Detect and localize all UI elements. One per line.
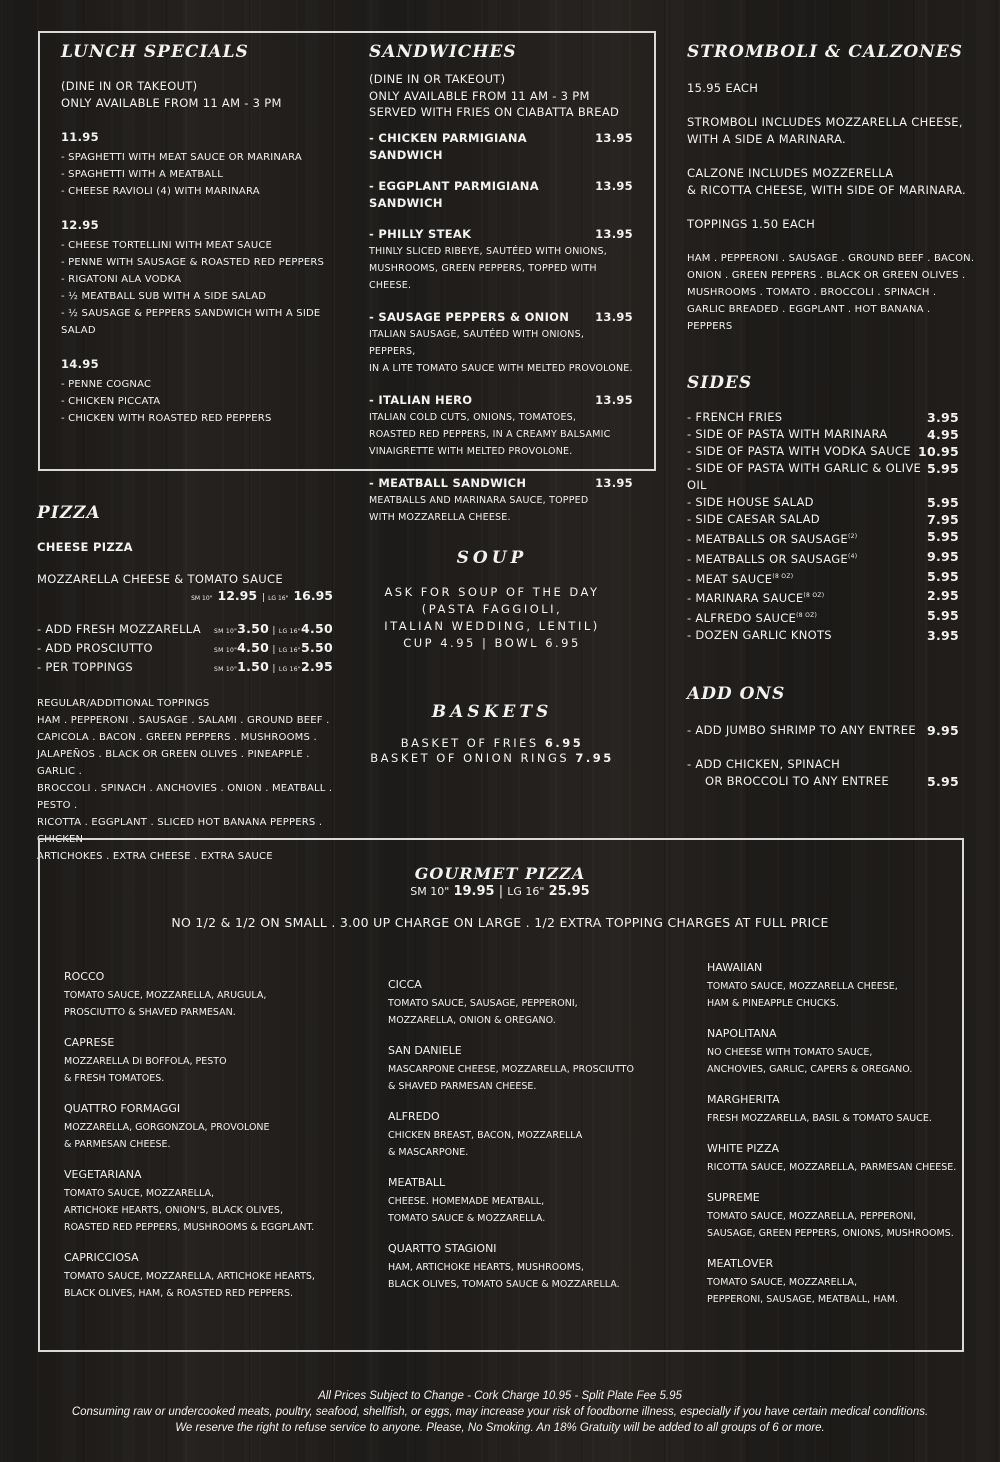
- gourmet-pizza-name: WHITE PIZZA: [707, 1142, 780, 1155]
- gourmet-pizza-item: [707, 1142, 957, 1176]
- sandwich-name: - SAUSAGE PEPPERS & ONION: [369, 309, 570, 324]
- basket-fries-price: 6.95: [544, 736, 584, 750]
- pizza-addon-sm-price: 3.50: [237, 621, 270, 636]
- addons-title: ADD ONS: [687, 684, 786, 704]
- lunch-item: - CHICKEN PICCATA: [61, 396, 161, 407]
- gourmet-pizza-desc: TOMATO SAUCE, MOZZARELLA,: [707, 1277, 857, 1288]
- pizza-addon: [37, 621, 333, 640]
- sandwich-row: [369, 130, 633, 164]
- pizza-topping-line: RICOTTA . EGGPLANT . SLICED HOT BANANA PEPPERS . CHICKEN: [37, 817, 323, 845]
- sides-title: SIDES: [687, 373, 753, 393]
- size-lg-label: LG 16": [278, 628, 301, 635]
- calzone-line: CALZONE INCLUDES MOZZERELLA: [687, 166, 894, 180]
- pizza-toppings-title: REGULAR/ADDITIONAL TOPPINGS: [37, 698, 210, 709]
- pizza-topping-line: JALAPEÑOS . BLACK OR GREEN OLIVES . PINEAPPLE . GARLIC .: [37, 749, 310, 777]
- basket-fries: [360, 736, 624, 751]
- pizza-addon-name: - PER TOPPINGS: [37, 660, 134, 674]
- sandwich-item: [369, 309, 633, 377]
- stromboli-price-each: 15.95 EACH: [687, 81, 759, 95]
- sandwich-price: 13.95: [595, 226, 633, 241]
- gourmet-pizza-name: MARGHERITA: [707, 1093, 780, 1106]
- cheese-pizza-desc: MOZZARELLA CHEESE & TOMATO SAUCE: [37, 572, 283, 586]
- pizza-section: [37, 503, 333, 865]
- side-item: [687, 443, 959, 460]
- pizza-addons: [37, 621, 333, 678]
- side-name: - SIDE CAESAR SALAD: [687, 512, 820, 526]
- gourmet-sm-label: SM 10": [410, 885, 450, 898]
- pizza-addon-prices: [214, 659, 333, 678]
- gourmet-pizza-desc: NO CHEESE WITH TOMATO SAUCE,: [707, 1047, 873, 1058]
- gourmet-pizza-desc: TOMATO SAUCE & MOZZARELLA.: [388, 1213, 546, 1224]
- sandwich-row: [369, 178, 633, 212]
- gourmet-pizza-desc: & PARMESAN CHEESE.: [64, 1139, 171, 1150]
- gourmet-pizza-desc: PROSCIUTTO & SHAVED PARMESAN.: [64, 1007, 236, 1018]
- sandwich-item: [369, 392, 633, 460]
- gourmet-pizza-desc: FRESH MOZZARELLA, BASIL & TOMATO SAUCE.: [707, 1113, 932, 1124]
- pizza-topping-line: BROCCOLI . SPINACH . ANCHOVIES . ONION . MEATBALL . PESTO .: [37, 783, 333, 811]
- sandwich-desc: MUSHROOMS, GREEN PEPPERS, TOPPED WITH CHEESE.: [369, 262, 597, 291]
- stromboli-topping-line: GARLIC BREADED . EGGPLANT . HOT BANANA . PEPPERS: [687, 304, 931, 332]
- stromboli-topping-line: HAM . PEPPERONI . SAUSAGE . GROUND BEEF . BACON.: [687, 253, 975, 264]
- gourmet-pizza-desc: TOMATO SAUCE, MOZZARELLA, ARTICHOKE HEARTS,: [64, 1271, 315, 1282]
- side-item: [687, 409, 959, 426]
- side-name: - MARINARA SAUCE: [687, 591, 804, 606]
- lunch-group-price: 14.95: [61, 357, 99, 371]
- addons-section: [687, 684, 959, 790]
- sandwich-desc: IN A LITE TOMATO SAUCE WITH MELTED PROVOLONE.: [369, 362, 633, 374]
- gourmet-pizza-item: [64, 1102, 364, 1153]
- gourmet-pizza-name: ROCCO: [64, 970, 105, 983]
- footer-line-policy: We reserve the right to refuse service to anyone. Please, No Smoking. An 18% Gratuity will be added to all groups of 6 or more.: [175, 1422, 825, 1434]
- basket-fries-label: BASKET OF FRIES: [400, 736, 539, 750]
- side-name-wrap: [687, 528, 857, 548]
- sandwich-price: 13.95: [595, 392, 633, 407]
- side-price: 5.95: [926, 568, 959, 584]
- sandwiches-section: [369, 42, 633, 541]
- soup-line: (PASTA FAGGIOLI,: [421, 602, 563, 616]
- lunch-note-dine: (DINE IN OR TAKEOUT): [61, 79, 198, 93]
- sandwich-item: [369, 226, 633, 294]
- soup-title: SOUP: [456, 548, 528, 568]
- gourmet-pizza-item: [64, 970, 364, 1021]
- side-name: - ALFREDO SAUCE: [687, 611, 797, 626]
- side-name: - SIDE HOUSE SALAD: [687, 495, 814, 509]
- cheese-pizza-prices: SM 10" 12.95 | LG 16" 16.95: [191, 588, 333, 603]
- gourmet-pizza-item: [388, 1044, 688, 1095]
- sandwich-row: [369, 226, 633, 243]
- gourmet-pizza-name: SUPREME: [707, 1191, 760, 1204]
- side-item: [687, 607, 959, 627]
- addon-shrimp: - ADD JUMBO SHRIMP TO ANY ENTREE: [687, 723, 916, 737]
- lunch-note-hours: ONLY AVAILABLE FROM 11 AM - 3 PM: [61, 96, 282, 110]
- side-item: [687, 528, 959, 548]
- gourmet-pizza-name: QUARTTO STAGIONI: [388, 1242, 497, 1255]
- side-item: [687, 426, 959, 443]
- side-name-wrap: [687, 426, 887, 443]
- side-price: 2.95: [926, 588, 959, 604]
- calzone-line: & RICOTTA CHEESE, WITH SIDE OF MARINARA.: [687, 183, 967, 197]
- gourmet-pizza-name: CAPRESE: [64, 1036, 115, 1049]
- sandwich-desc: VINAIGRETTE WITH MELTED PROVOLONE.: [369, 445, 573, 457]
- side-name-wrap: [687, 494, 814, 511]
- baskets-section: [360, 702, 624, 766]
- gourmet-column-1: [64, 970, 364, 1317]
- lunch-specials-section: [61, 42, 351, 427]
- sandwich-desc: WITH MOZZARELLA CHEESE.: [369, 511, 511, 523]
- sandwiches-note-hours: ONLY AVAILABLE FROM 11 AM - 3 PM: [369, 88, 590, 103]
- pizza-topping-line: HAM . PEPPERONI . SAUSAGE . SALAMI . GROUND BEEF .: [37, 715, 330, 726]
- lunch-item: - PENNE WITH SAUSAGE & ROASTED RED PEPPERS: [61, 257, 325, 268]
- side-item: [687, 548, 959, 568]
- pizza-addon-prices: [214, 621, 333, 640]
- footer-line-prices: All Prices Subject to Change - Cork Charge 10.95 - Split Plate Fee 5.95: [318, 1390, 682, 1402]
- gourmet-title: GOURMET PIZZA: [414, 864, 586, 883]
- sandwich-price: 13.95: [595, 475, 633, 490]
- gourmet-pizza-desc: & MASCARPONE.: [388, 1147, 469, 1158]
- gourmet-pizza-item: [707, 1027, 957, 1078]
- lunch-specials-title: LUNCH SPECIALS: [61, 42, 249, 62]
- size-sm-label: SM 10": [191, 595, 213, 602]
- lunch-groups: [61, 129, 351, 427]
- gourmet-note: NO 1/2 & 1/2 ON SMALL . 3.00 UP CHARGE ON LARGE . 1/2 EXTRA TOPPING CHARGES AT FULL PRICE: [171, 915, 829, 930]
- lunch-item: - SPAGHETTI WITH A MEATBALL: [61, 169, 223, 180]
- side-item: [687, 494, 959, 511]
- lunch-item: - PENNE COGNAC: [61, 379, 152, 390]
- gourmet-pizza-name: QUATTRO FORMAGGI: [64, 1102, 181, 1115]
- soup-section: [370, 548, 614, 652]
- gourmet-pizza-desc: & FRESH TOMATOES.: [64, 1073, 165, 1084]
- gourmet-pizza-desc: RICOTTA SAUCE, MOZZARELLA, PARMESAN CHEESE.: [707, 1162, 957, 1173]
- size-lg-label: LG 16": [268, 595, 289, 602]
- baskets-title: BASKETS: [431, 702, 553, 722]
- gourmet-pizza-item: [707, 1257, 957, 1308]
- lunch-item: - SPAGHETTI WITH MEAT SAUCE OR MARINARA: [61, 152, 302, 163]
- side-item: [687, 568, 959, 588]
- gourmet-lg-label: LG 16": [507, 885, 545, 898]
- lunch-item: - ½ SAUSAGE & PEPPERS SANDWICH WITH A SIDE SALAD: [61, 308, 321, 336]
- side-price: 9.95: [926, 548, 959, 564]
- pizza-addon-sm-price: 1.50: [237, 659, 270, 674]
- side-name: - FRENCH FRIES: [687, 410, 783, 424]
- side-name: - SIDE OF PASTA WITH MARINARA: [687, 427, 888, 441]
- side-name-wrap: [687, 627, 832, 644]
- gourmet-pizza-name: VEGETARIANA: [64, 1168, 142, 1181]
- sandwiches-note-served: SERVED WITH FRIES ON CIABATTA BREAD: [369, 105, 620, 119]
- gourmet-pizza-desc: TOMATO SAUCE, MOZZARELLA, PEPPERONI,: [707, 1211, 917, 1222]
- lunch-item: - CHEESE RAVIOLI (4) WITH MARINARA: [61, 186, 260, 197]
- side-name: - SIDE OF PASTA WITH GARLIC & OLIVE OIL: [687, 461, 922, 492]
- gourmet-column-2: [388, 978, 688, 1308]
- side-name-wrap: [687, 511, 820, 528]
- size-lg-label: LG 16": [278, 647, 301, 654]
- gourmet-pizza-item: [388, 1242, 688, 1293]
- lunch-group: [61, 356, 351, 427]
- pizza-addon-lg-price: 5.50: [300, 640, 333, 655]
- side-name-wrap: [687, 443, 911, 460]
- sandwich-price: 13.95: [595, 309, 633, 324]
- side-name-wrap: [687, 548, 857, 568]
- pizza-addon: [37, 640, 333, 659]
- stromboli-topping-line: MUSHROOMS . TOMATO . BROCCOLI . SPINACH .: [687, 287, 937, 298]
- lunch-item: - CHICKEN WITH ROASTED RED PEPPERS: [61, 413, 272, 424]
- sandwich-price: 13.95: [595, 130, 633, 145]
- side-item: [687, 627, 959, 644]
- sides-section: [687, 373, 959, 644]
- gourmet-pizza-desc: MOZZARELLA, GORGONZOLA, PROVOLONE: [64, 1122, 270, 1133]
- stromboli-line: WITH A SIDE A MARINARA.: [687, 132, 846, 146]
- side-price: 5.95: [926, 461, 959, 476]
- pizza-addon-name: - ADD PROSCIUTTO: [37, 641, 153, 655]
- sandwich-desc: ITALIAN SAUSAGE, SAUTÉED WITH ONIONS, PEPPERS,: [369, 328, 585, 357]
- sandwich-name: - PHILLY STEAK: [369, 226, 472, 241]
- gourmet-pizza-item: [707, 1093, 957, 1127]
- side-name: - MEATBALLS OR SAUSAGE: [687, 551, 848, 566]
- sandwich-desc: ROASTED RED PEPPERS, IN A CREAMY BALSAMIC: [369, 428, 611, 440]
- cheese-sm-price: 12.95: [217, 588, 258, 603]
- gourmet-pizza-item: [64, 1168, 364, 1236]
- side-qty: (2): [847, 533, 858, 540]
- price-separator: |: [269, 664, 279, 674]
- pizza-addon-name: - ADD FRESH MOZZARELLA: [37, 622, 201, 636]
- gourmet-pizza-desc: ANCHOVIES, GARLIC, CAPERS & OREGANO.: [707, 1064, 913, 1075]
- sandwich-name: - EGGPLANT PARMIGIANA SANDWICH: [369, 178, 539, 210]
- gourmet-pizza-name: MEATLOVER: [707, 1257, 774, 1270]
- lunch-item: - CHEESE TORTELLINI WITH MEAT SAUCE: [61, 240, 273, 251]
- sandwich-name: - MEATBALL SANDWICH: [369, 475, 527, 490]
- gourmet-pizza-desc: TOMATO SAUCE, MOZZARELLA CHEESE,: [707, 981, 898, 992]
- sandwich-item: [369, 130, 633, 164]
- gourmet-pizza-desc: ROASTED RED PEPPERS, MUSHROOMS & EGGPLANT.: [64, 1222, 315, 1233]
- pizza-addon-lg-price: 2.95: [300, 659, 333, 674]
- gourmet-pizza-desc: TOMATO SAUCE, MOZZARELLA, ARUGULA,: [64, 990, 267, 1001]
- sandwich-price: 13.95: [595, 178, 633, 193]
- size-lg-label: LG 16": [278, 666, 301, 673]
- gourmet-pizza-desc: ARTICHOKE HEARTS, ONION'S, BLACK OLIVES,: [64, 1205, 283, 1216]
- sandwich-item: [369, 178, 633, 212]
- gourmet-sm-price: 19.95: [453, 884, 495, 899]
- price-separator: |: [269, 645, 279, 655]
- gourmet-pizza-item: [64, 1251, 364, 1302]
- gourmet-pizza-item: [388, 978, 688, 1029]
- size-sm-label: SM 10": [214, 666, 238, 673]
- gourmet-pizza-desc: TOMATO SAUCE, MOZZARELLA,: [64, 1188, 214, 1199]
- pizza-topping-line: ARTICHOKES . EXTRA CHEESE . EXTRA SAUCE: [37, 851, 273, 862]
- sandwich-row: [369, 309, 633, 326]
- side-name-wrap: [687, 587, 824, 607]
- addon-shrimp-price: 9.95: [926, 723, 959, 738]
- basket-rings: [360, 751, 624, 766]
- side-item: [687, 460, 959, 494]
- size-sm-label: SM 10": [214, 647, 238, 654]
- gourmet-pizza-desc: CHICKEN BREAST, BACON, MOZZARELLA: [388, 1130, 583, 1141]
- stromboli-line: STROMBOLI INCLUDES MOZZARELLA CHEESE,: [687, 115, 963, 129]
- soup-line: ITALIAN WEDDING, LENTIL): [384, 619, 600, 633]
- lunch-group: [61, 217, 351, 339]
- pizza-addon-prices: [214, 640, 333, 659]
- lunch-group-price: 12.95: [61, 218, 99, 232]
- gourmet-pizza-name: NAPOLITANA: [707, 1027, 777, 1040]
- soup-prices: CUP 4.95 | BOWL 6.95: [403, 636, 581, 650]
- gourmet-pizza-desc: & SHAVED PARMESAN CHEESE.: [388, 1081, 537, 1092]
- pizza-title: PIZZA: [37, 503, 101, 523]
- side-price: 3.95: [926, 410, 959, 425]
- stromboli-section: [687, 42, 977, 335]
- price-separator: |: [269, 626, 279, 636]
- cheese-pizza-label: CHEESE PIZZA: [37, 540, 133, 554]
- pizza-topping-line: CAPICOLA . BACON . GREEN PEPPERS . MUSHROOMS .: [37, 732, 317, 743]
- gourmet-pizza-name: HAWAIIAN: [707, 961, 763, 974]
- gourmet-pizza-desc: BLACK OLIVES, HAM, & ROASTED RED PEPPERS.: [64, 1288, 294, 1299]
- side-item: [687, 587, 959, 607]
- side-name-wrap: [687, 568, 793, 588]
- gourmet-pizza-desc: SAUSAGE, GREEN PEPPERS, ONIONS, MUSHROOMS.: [707, 1228, 954, 1239]
- gourmet-pizza-item: [64, 1036, 364, 1087]
- cheese-lg-price: 16.95: [293, 588, 333, 603]
- size-sm-label: SM 10": [214, 628, 238, 635]
- gourmet-pizza-desc: PEPPERONI, SAUSAGE, MEATBALL, HAM.: [707, 1294, 899, 1305]
- side-price: 5.95: [926, 529, 959, 544]
- gourmet-pizza-desc: BLACK OLIVES, TOMATO SAUCE & MOZZARELLA.: [388, 1279, 620, 1290]
- side-qty: (8 OZ): [772, 572, 794, 580]
- sandwich-row: [369, 392, 633, 409]
- side-name-wrap: [687, 460, 927, 494]
- basket-rings-price: 7.95: [575, 751, 614, 765]
- stromboli-title: STROMBOLI & CALZONES: [687, 42, 963, 62]
- side-name: - DOZEN GARLIC KNOTS: [687, 628, 832, 643]
- sandwich-desc: ITALIAN COLD CUTS, ONIONS, TOMATOES,: [369, 411, 577, 423]
- side-price: 10.95: [917, 444, 959, 459]
- side-price: 3.95: [926, 628, 959, 644]
- gourmet-pizza-name: SAN DANIELE: [388, 1044, 462, 1057]
- sandwich-items: [369, 130, 633, 526]
- side-name: - MEATBALLS OR SAUSAGE: [687, 531, 848, 546]
- gourmet-pizza-item: [707, 1191, 957, 1242]
- addon-chicken-line2: OR BROCCOLI TO ANY ENTREE: [705, 774, 889, 788]
- pizza-addon: [37, 659, 333, 678]
- side-name: - MEAT SAUCE: [687, 571, 773, 586]
- side-item: [687, 511, 959, 528]
- pizza-addon-sm-price: 4.50: [237, 640, 270, 655]
- lunch-group-price: 11.95: [61, 130, 99, 144]
- gourmet-pizza-item: [388, 1176, 688, 1227]
- side-qty: (4): [847, 552, 858, 560]
- gourmet-lg-price: 25.95: [548, 884, 590, 899]
- gourmet-pizza-item: [388, 1110, 688, 1161]
- gourmet-column-3: [707, 961, 957, 1323]
- gourmet-pizza-desc: MASCARPONE CHEESE, MOZZARELLA, PROSCIUTTO: [388, 1064, 634, 1075]
- stromboli-topping-line: ONION . GREEN PEPPERS . BLACK OR GREEN OLIVES .: [687, 270, 966, 281]
- sandwich-name: - CHICKEN PARMIGIANA SANDWICH: [369, 130, 527, 162]
- sandwich-desc: THINLY SLICED RIBEYE, SAUTÉED WITH ONIONS,: [369, 245, 607, 257]
- gourmet-pizza-desc: CHEESE. HOMEMADE MEATBALL,: [388, 1196, 545, 1207]
- footer-line-warning: Consuming raw or undercooked meats, poultry, seafood, shellfish, or eggs, may increase your risk of foodborne illness, especially if you have certain medical conditions.: [71, 1406, 929, 1418]
- gourmet-pizza-desc: TOMATO SAUCE, SAUSAGE, PEPPERONI,: [388, 998, 578, 1009]
- gourmet-pizza-item: [707, 961, 957, 1012]
- sandwich-row: [369, 475, 633, 492]
- soup-line: ASK FOR SOUP OF THE DAY: [384, 585, 600, 599]
- side-name-wrap: [687, 607, 817, 627]
- gourmet-pizza-desc: MOZZARELLA DI BOFFOLA, PESTO: [64, 1056, 227, 1067]
- side-price: 5.95: [926, 608, 959, 624]
- lunch-group: [61, 129, 351, 200]
- footer: [0, 1388, 1000, 1436]
- gourmet-pizza-name: CAPRICCIOSA: [64, 1251, 139, 1264]
- basket-rings-label: BASKET OF ONION RINGS: [370, 751, 570, 765]
- lunch-item: - ½ MEATBALL SUB WITH A SIDE SALAD: [61, 291, 267, 302]
- side-qty: (8 OZ): [796, 612, 818, 620]
- sides-items: [687, 409, 959, 644]
- addon-chicken-price: 5.95: [926, 774, 959, 789]
- side-price: 4.95: [926, 427, 959, 442]
- gourmet-pizza-name: CICCA: [388, 978, 422, 991]
- sandwich-item: [369, 475, 633, 526]
- side-name: - SIDE OF PASTA WITH VODKA SAUCE: [687, 444, 911, 458]
- pizza-addon-lg-price: 4.50: [300, 621, 333, 636]
- gourmet-pizza-desc: HAM & PINEAPPLE CHUCKS.: [707, 998, 839, 1009]
- gourmet-pizza-desc: MOZZARELLA, ONION & OREGANO.: [388, 1015, 556, 1026]
- side-name-wrap: [687, 409, 782, 426]
- gourmet-header: [40, 864, 960, 930]
- side-price: 5.95: [926, 495, 959, 510]
- sandwiches-title: SANDWICHES: [369, 42, 517, 62]
- gourmet-pizza-name: ALFREDO: [388, 1110, 440, 1123]
- addon-chicken-line1: - ADD CHICKEN, SPINACH: [687, 757, 841, 771]
- gourmet-prices: SM 10" 19.95 | LG 16" 25.95: [410, 884, 590, 899]
- sandwich-name: - ITALIAN HERO: [369, 392, 473, 407]
- side-price: 7.95: [926, 512, 959, 527]
- gourmet-pizza-desc: HAM, ARTICHOKE HEARTS, MUSHROOMS,: [388, 1262, 584, 1273]
- lunch-item: - RIGATONI ALA VODKA: [61, 274, 182, 285]
- sandwich-desc: MEATBALLS AND MARINARA SAUCE, TOPPED: [369, 494, 589, 506]
- gourmet-pizza-name: MEATBALL: [388, 1176, 446, 1189]
- sandwiches-note-dine: (DINE IN OR TAKEOUT): [369, 72, 506, 86]
- side-qty: (8 OZ): [803, 592, 825, 600]
- toppings-price-line: TOPPINGS 1.50 EACH: [687, 217, 816, 231]
